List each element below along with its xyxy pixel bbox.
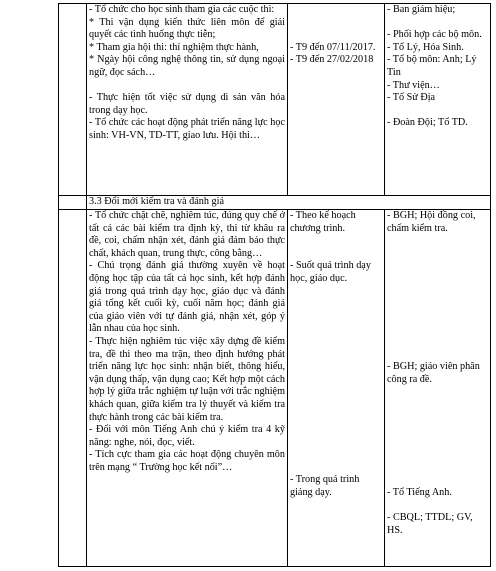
responsible-text: - Tổ Sử Địa <box>387 92 436 104</box>
responsible-cell <box>385 4 491 196</box>
index-cell <box>59 4 87 196</box>
activity-text: * Ngày hội công nghệ thông tin, sử dụng ngoại ngữ, đọc sách… <box>89 54 285 78</box>
activity-text: * Thi vận dụng kiến thức liên môn để giải quyết các tình huống thực tiễn; <box>89 16 285 41</box>
plan-table <box>58 3 491 567</box>
responsible-text: - Đoàn Đội; Tổ TD. <box>387 117 468 129</box>
time-cell <box>288 4 385 196</box>
responsible-text: - BGH; giáo viên phân công ra đề. <box>387 361 480 385</box>
responsible-cell <box>385 210 491 567</box>
activity-text: * Tham gia hội thi: thí nghiệm thực hành, <box>89 41 259 53</box>
time-cell <box>288 210 385 567</box>
responsible-text: - Tổ bộ môn: Anh; Lý Tin <box>387 54 477 78</box>
activity-text: - Tổ chức các hoạt động phát triển năng lực học sinh: VH-VN, TD-TT, giao lưu. Hội thi… <box>89 117 285 141</box>
table-row <box>59 210 491 567</box>
time-text: - T9 đến 27/02/2018 <box>290 54 374 66</box>
activities-cell <box>87 210 288 567</box>
responsible-text: - Phối hợp các bộ môn. <box>387 29 482 41</box>
time-text: - Theo kế hoạch chương trình. <box>290 210 356 234</box>
activity-text: - Đối với môn Tiếng Anh chú ý kiểm tra 4 kỹ năng: nghe, nói, đọc, viết. <box>89 424 285 448</box>
activity-text: - Tích cực tham gia các hoạt động chuyên môn trên mạng “ Trường học kết nối”… <box>89 449 285 473</box>
section-title: 3.3 Đổi mới kiểm tra và đánh giá <box>87 196 491 210</box>
table-row <box>59 4 491 196</box>
activities-cell <box>87 4 288 196</box>
responsible-text: - Tổ Lý, Hóa Sinh. <box>387 41 464 53</box>
section-row <box>59 196 491 210</box>
index-cell <box>59 210 87 567</box>
time-text: - Trong quá trình giảng dạy. <box>290 474 360 499</box>
time-text: - T9 đến 07/11/2017. <box>290 41 376 53</box>
responsible-text: - BGH; Hội đồng coi, chấm kiểm tra. <box>387 210 476 234</box>
activity-text: - Thực hiện tốt việc sử dụng di sản văn hóa trong dạy học. <box>89 92 285 116</box>
responsible-text: - Thư viện… <box>387 79 440 91</box>
activity-text: - Chú trọng đánh giá thường xuyên về hoạt động học tập của tất cả học sinh, kết hợp đánh giá trong quá trình dạy học, giáo dục và đánh giá tổng kết cuối kỳ, cuối năm học; đánh giá của giáo viên với tự đánh giá, nhận xét, góp ý lẫn nhau của học sinh. <box>89 260 285 335</box>
time-text: - Suốt quá trình dạy học, giáo dục. <box>290 260 371 284</box>
index-cell <box>59 196 87 210</box>
activity-text: - Tổ chức chặt chẽ, nghiêm túc, đúng quy chế ở tất cả các bài kiểm tra định kỳ, thi từ khâu ra đề, coi, chấm nhận xét, đánh giá đảm bảo thực chất, khách quan, trung thực, công bằng… <box>89 210 285 259</box>
activity-text: - Thực hiện nghiêm túc việc xây dựng đề kiểm tra, đề thi theo ma trận, theo định hướng phát triển năng lực học sinh: nhận biết, thông hiểu, vận dụng thấp, vận dụng cao; Kết hợp một cách hợp lý giữa trắc nghiệm tự luận với trắc nghiệm khách quan, giữa kiểm tra lý thuyết và kiểm tra thực hành trong các bài kiểm tra. <box>89 335 285 423</box>
activity-text: - Tổ chức cho học sinh tham gia các cuộc thi: <box>89 4 275 15</box>
responsible-text: - Tổ Tiếng Anh. <box>387 487 452 499</box>
responsible-text: - Ban giám hiệu; <box>387 4 456 15</box>
responsible-text: - CBQL; TTDL; GV, HS. <box>387 512 473 536</box>
